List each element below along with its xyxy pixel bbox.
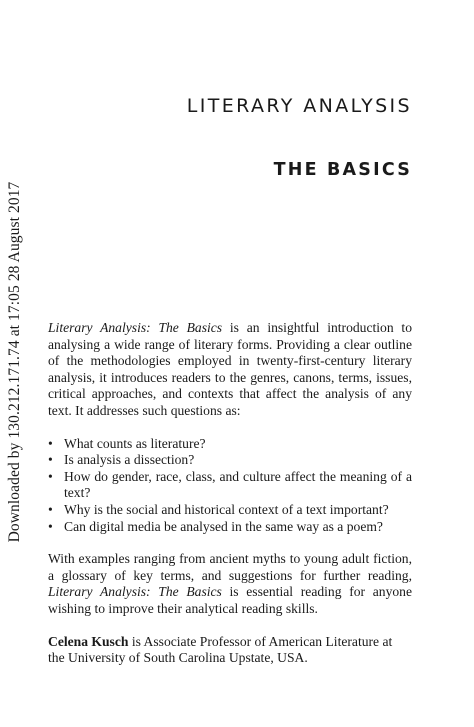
list-item-text: Can digital media be analysed in the same way as a poem? bbox=[64, 518, 383, 534]
list-item-text: How do gender, race, class, and culture affect the meaning of a text? bbox=[64, 468, 412, 501]
intro-paragraph bbox=[48, 320, 412, 420]
book-title: LITERARY ANALYSIS bbox=[186, 95, 412, 117]
list-item bbox=[48, 502, 412, 519]
download-watermark: Downloaded by 130.212.171.74 at 17:05 28 August 2017 bbox=[6, 181, 23, 543]
bullet-icon: • bbox=[48, 452, 53, 468]
intro-text: is an insightful introduction to analysing a wide range of literary forms. Providing a clear outline of the methodologies employed in twenty-first-century literary analysis, it introduces readers to the genres, canons, terms, issues, critical approaches, and contexts that affect the analysis of any text. It addresses such questions as: bbox=[48, 320, 412, 418]
bullet-icon: • bbox=[48, 518, 53, 534]
list-item-text: What counts as literature? bbox=[64, 435, 206, 451]
blurb-content bbox=[48, 320, 412, 667]
list-item-text: Why is the social and historical context of a text important? bbox=[64, 501, 389, 517]
intro-book-title: Literary Analysis: The Basics bbox=[48, 320, 223, 335]
closing-text-after: is essential reading for anyone wishing to improve their analytical reading skills. bbox=[48, 584, 413, 616]
closing-text-before: With examples ranging from ancient myths to young adult fiction, a glossary of key terms, and suggestions for further reading, bbox=[48, 551, 412, 583]
list-item bbox=[48, 519, 412, 536]
bullet-icon: • bbox=[48, 435, 53, 451]
question-list bbox=[48, 436, 412, 536]
closing-paragraph bbox=[48, 551, 412, 617]
list-item bbox=[48, 452, 412, 469]
book-subtitle: THE BASICS bbox=[273, 160, 412, 180]
bullet-icon: • bbox=[48, 501, 53, 517]
list-item bbox=[48, 469, 412, 502]
bullet-icon: • bbox=[48, 468, 53, 484]
closing-book-title: Literary Analysis: The Basics bbox=[48, 584, 222, 600]
list-item bbox=[48, 436, 412, 453]
author-name: Celena Kusch bbox=[48, 633, 129, 649]
list-item-text: Is analysis a dissection? bbox=[64, 452, 195, 468]
author-bio bbox=[48, 634, 412, 667]
author-bio-text: is Associate Professor of American Literature at the University of South Carolina Upstate, USA. bbox=[48, 633, 393, 666]
